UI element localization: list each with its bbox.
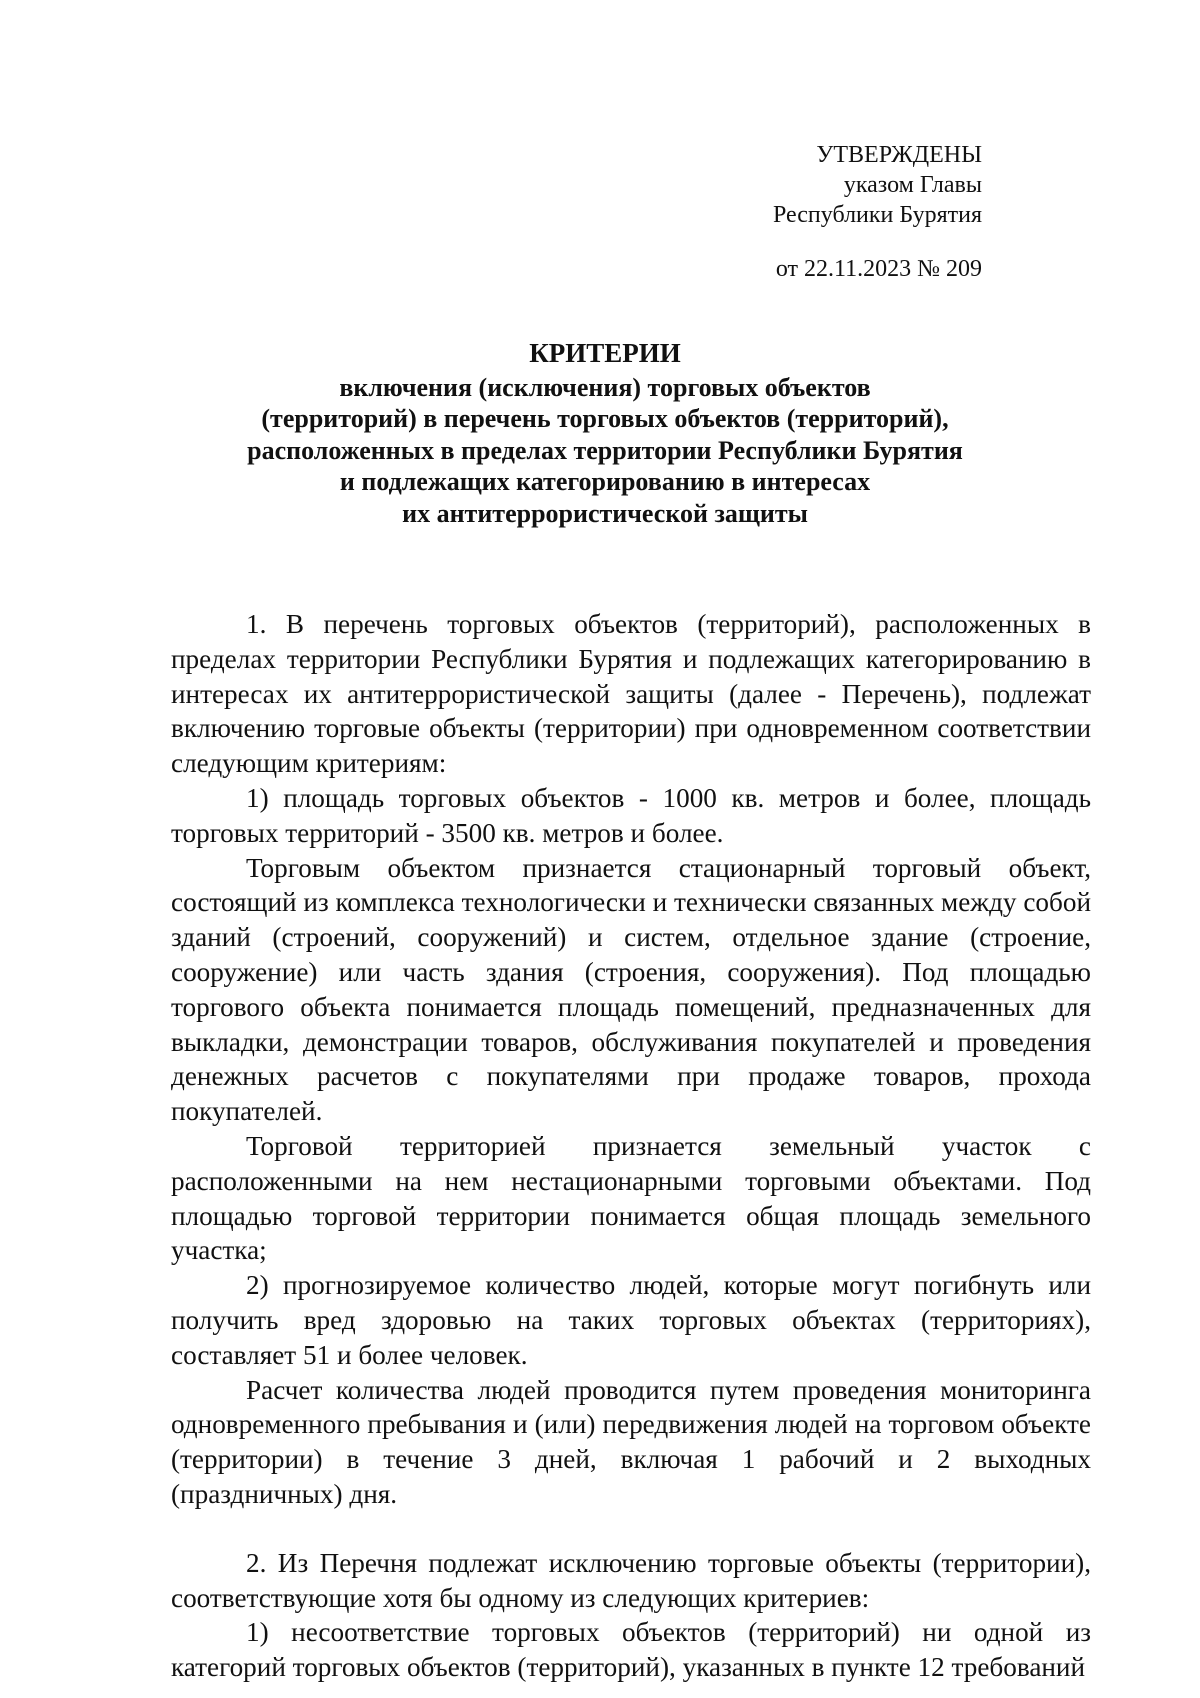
paragraph-people-count: Расчет количества людей проводится путем проведения мониторинга одновременного пребывания и (или) передвижения людей на торговом объекте (территории) в течение 3 дней, включая 1 рабочий и 2 выходных (праздничных) дня. (171, 1374, 1091, 1509)
title-line: включения (исключения) торговых объектов (339, 372, 871, 402)
approval-line-approved: УТВЕРЖДЕНЫ (816, 142, 982, 168)
title-line: (территорий) в перечень торговых объектов (территорий), (261, 404, 949, 433)
paragraph-2-1: 1) несоответствие торговых объектов (территорий) ни одной из категорий торговых объектов (территорий), указанных в пункте 12 требований (171, 1617, 1091, 1683)
paragraph-trade-object-definition: Торговым объектом признается стационарный торговый объект, состоящий из комплекса технологически и технически связанных между собой зданий (строений, сооружений) и систем, отдельное здание (строение, сооружение) или часть здания (строения, сооружения). Под площадью торгового объекта понимается площадь помещений, предназначенных для выкладки, демонстрации товаров, обслуживания покупателей и проведения денежных расчетов с покупателями при продаже товаров, прохода покупателей. (171, 852, 1091, 1127)
paragraph-1-2: 2) прогнозируемое количество людей, которые могут погибнуть или получить вред здоровью на таких торговых объектах (территориях), составляет 51 и более человек. (171, 1270, 1091, 1370)
paragraph-trade-territory-definition: Торговой территорией признается земельный участок с расположенными на нем нестационарными торговыми объектами. Под площадью торговой территории понимается общая площадь земельного участка; (171, 1130, 1091, 1266)
approval-date: от 22.11.2023 № 209 (775, 256, 982, 282)
document-title (170, 338, 1040, 529)
paragraph-1-1: 1) площадь торговых объектов - 1000 кв. метров и более, площадь торговых территорий - 3500 кв. метров и более. (171, 782, 1091, 848)
approval-line-decree: указом Главы (843, 172, 982, 198)
paragraph-1: 1. В перечень торговых объектов (территорий), расположенных в пределах территории Республики Бурятия и подлежащих категорированию в интересах их антитеррористической защиты (далее - Перечень), подлежат включению торговые объекты (территории) при одновременном соответствии следующим критериям: (171, 609, 1091, 779)
approval-line-republic: Республики Бурятия (773, 202, 982, 228)
approval-stamp (562, 140, 982, 284)
title-line: их антитеррористической защиты (402, 498, 808, 528)
document-body (171, 607, 1091, 1685)
title-line: и подлежащих категорированию в интересах (339, 467, 871, 496)
paragraph-2: 2. Из Перечня подлежат исключению торговые объекты (территории), соответствующие хотя бы одному из следующих критериев: (171, 1547, 1091, 1613)
title-heading: КРИТЕРИИ (529, 338, 681, 368)
title-line: расположенных в пределах территории Республики Бурятия (247, 435, 963, 465)
